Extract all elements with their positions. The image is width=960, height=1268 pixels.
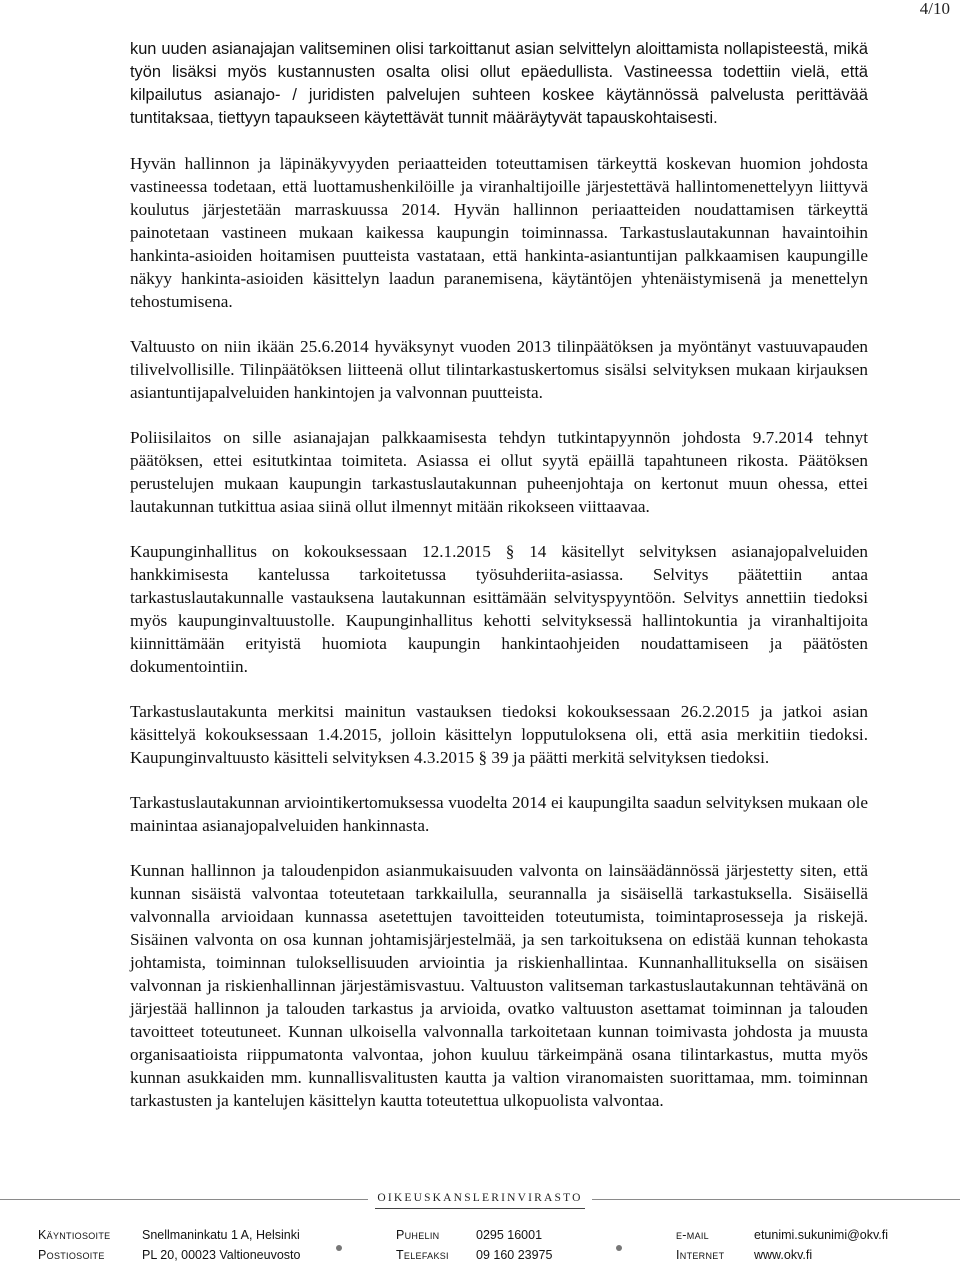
phone-label: Puhelin — [396, 1228, 440, 1242]
paragraph-8: Kunnan hallinnon ja taloudenpidon asianmukaisuuden valvonta on lainsäädännössä järjestetty siten, että kunnan sisäistä valvontaa toteutetaan tarkkailulla, seurannalla ja sisäisellä tarkastuksella. Sisäisellä valvonnalla arvioidaan kunnassa asetettujen tavoitteiden toteutumista, toimintaprosesseja ja riskejä. Sisäinen valvonta on osa kunnan johtamisjärjestelmää, ja sen tarkoituksena on edistää kunnan tehokasta johtamista, toiminnan tuloksellisuuden arviointia ja riskienhallintaa. Kunnanhallituksella on sisäisen valvonnan ja riskienhallinnan järjestämisvastuu. Valtuuston valitseman tarkastuslautakunnan tehtävänä on järjestää hallinnon ja talouden tarkastus ja arvioida, ovatko valtuuston asettamat toiminnan ja talouden tavoitteet toteutuneet. Kunnan ulkoisella valvonnalla tarkoitetaan kunnan toimivasta johdosta ja muusta organisaatioista riippumatonta valvontaa, johon kuuluu tärkeimpänä osana tilintarkastus, mutta myös kunnan asukkaiden mm. kunnallisvalitusten kautta ja valtion viranomaisten suorittamaa, mm. toiminnan tarkastusten ja kantelujen käsittelyn kautta toteutettua ulkopuolista valvontaa. — [130, 861, 868, 1110]
email-label: e-mail — [676, 1228, 709, 1242]
footer-rule-right — [592, 1199, 960, 1200]
logo-box — [368, 1187, 592, 1213]
visiting-address-value: Snellmaninkatu 1 A, Helsinki — [142, 1228, 300, 1242]
footer-row-visiting — [38, 1228, 938, 1248]
internet-label: Internet — [676, 1248, 725, 1262]
paragraph-3: Valtuusto on niin ikään 25.6.2014 hyväksynyt vuoden 2013 tilinpäätöksen ja myöntänyt vastuuvapauden tilivelvollisille. Tilinpäätöksen liitteenä ollut tilintarkastuskertomus sisälsi selvityksen mukaan kirjauksen asiantuntijapalveluiden hankintojen ja valvonnan puutteista. — [130, 337, 868, 402]
visiting-address-label: Käyntiosoite — [38, 1228, 111, 1242]
paragraph-7: Tarkastuslautakunnan arviointikertomuksessa vuodelta 2014 ei kaupungilta saadun selvityksen mukaan ole mainintaa asianajopalveluiden hankinnasta. — [130, 793, 868, 835]
phone-value: 0295 16001 — [476, 1228, 543, 1242]
organization-logo-text: OIKEUSKANSLERINVIRASTO — [377, 1192, 583, 1204]
paragraph-6: Tarkastuslautakunta merkitsi mainitun vastauksen tiedoksi kokouksessaan 26.2.2015 ja jatkoi asian käsittelyä kokouksessaan 1.4.2015, jolloin käsittelyn lopputuloksena oli, että asia merkitiin tiedoksi. Kaupunginvaltuusto käsitteli selvityksen 4.3.2015 § 39 ja päätti merkitä selvityksen tiedoksi. — [130, 702, 868, 767]
page-number: 4/10 — [919, 0, 950, 18]
footer-rule-left — [0, 1199, 368, 1200]
website-value[interactable]: www.okv.fi — [754, 1248, 813, 1262]
fax-value: 09 160 23975 — [476, 1248, 553, 1262]
paragraph-4: Poliisilaitos on sille asianajajan palkkaamisesta tehdyn tutkintapyynnön johdosta 9.7.2014 tehnyt päätöksen, ettei esitutkintaa toimiteta. Asiassa ei ollut syytä epäillä tapahtuneen rikosta. Päätöksen perustelujen mukaan kaupungin tarkastuslautakunnan puheenjohtaja on kertonut muun ohessa, ettei lautakunnan tutkittua asiaa siinä ollut ilmennyt mitään rikokseen viittaavaa. — [130, 428, 868, 516]
logo-underline — [375, 1208, 585, 1209]
footer-logo — [0, 1187, 960, 1217]
separator-dot-icon — [616, 1245, 622, 1251]
footer-row-postal — [38, 1248, 938, 1268]
document-body — [130, 38, 868, 1134]
email-value[interactable]: etunimi.sukunimi@okv.fi — [754, 1228, 889, 1242]
postal-address-value: PL 20, 00023 Valtioneuvosto — [142, 1248, 301, 1262]
paragraph-5: Kaupunginhallitus on kokouksessaan 12.1.2015 § 14 käsitellyt selvityksen asianajopalveluiden hankkimisesta kantelussa tarkoitetussa työsuhderiita-asiassa. Selvitys päätettiin antaa tarkastuslautakunnalle vastauksena lautakunnan esittämään selvityspyyntöön. Selvitys annettiin tiedoksi myös kaupunginvaltuustolle. Kaupunginhallitus kehotti selvityksessä hallintokuntia ja viranhaltijoita kiinnittämään erityistä huomiota kaupungin hankintaohjeiden noudattamiseen ja päätösten dokumentointiin. — [130, 542, 868, 676]
paragraph-2: Hyvän hallinnon ja läpinäkyvyyden periaatteiden toteuttamisen tärkeyttä koskevan huomion johdosta vastineessa todetaan, että luottamushenkilöille ja viranhaltijoille järjestettävä hallintomenettelyyn liittyvä koulutus järjestetään marraskuussa 2014. Hyvän hallinnon periaatteiden noudattamisen tärkeyttä painotetaan vastineen mukaan kaikessa kaupungin toiminnassa. Tarkastuslautakunnan havaintoihin hankinta-asioiden hoitamisen puutteista vastataan, että hankinta-asiantuntijan palkkaamisen kaupungille näkyy hankinta-asioiden käsittelyn laadun paranemisena, käytäntöjen yhtenäistymisenä ja menettelyn tehostumisena. — [130, 154, 868, 311]
paragraph-1: kun uuden asianajajan valitseminen olisi tarkoittanut asian selvittelyn aloittamista nollapisteestä, mikä työn lisäksi myös kustannusten osalta olisi ollut epäedullista. Vastineessa todettiin vielä, että kilpailutus asianajo- / juridisten palvelujen suhteen koskee käytännössä palvelusta perittävää tuntitaksaa, tiettyyn tapaukseen käytettävät tunnit määräytyvät tapauskohtaisesti. — [130, 40, 868, 127]
fax-label: Telefaksi — [396, 1248, 449, 1262]
footer-contact-info — [38, 1228, 938, 1268]
separator-dot-icon — [336, 1245, 342, 1251]
postal-address-label: Postiosoite — [38, 1248, 105, 1262]
